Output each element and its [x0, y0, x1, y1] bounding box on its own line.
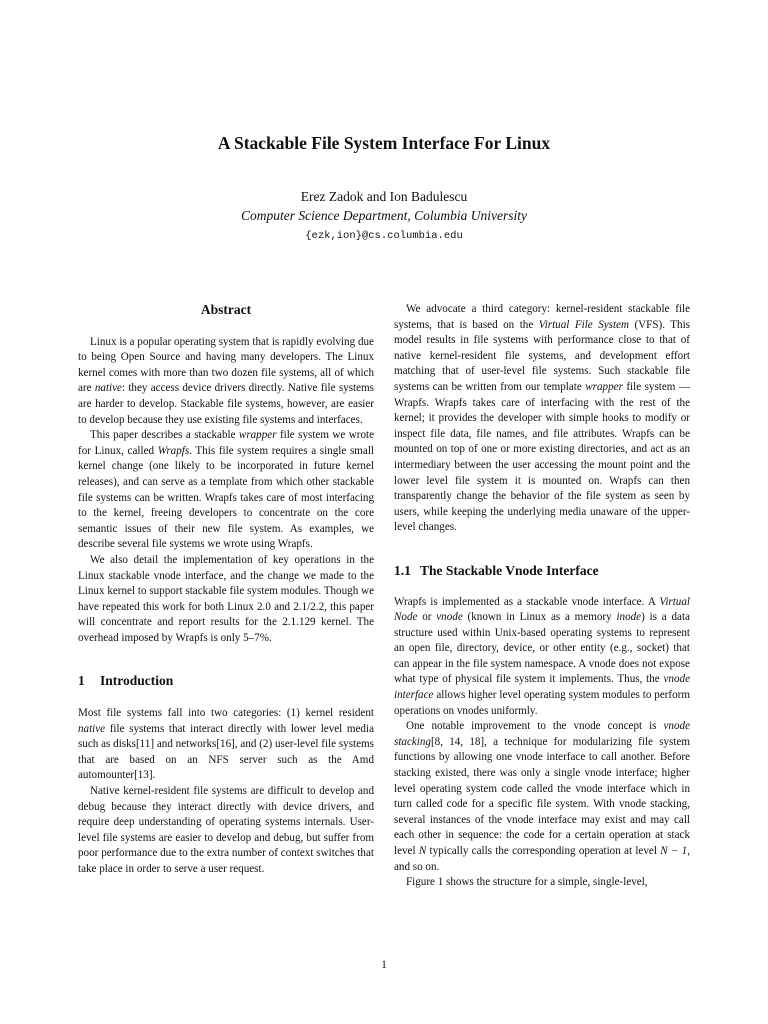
intro-paragraph-2: Native kernel-resident file systems are difficult to develop and debug because they interact directly with device drivers, and require deep understanding of operating systems internals. User-level file systems are easier to develop and debug, but suffer from poor performance due to the extra number of context switches that take place in order to serve a user request.	[78, 785, 374, 875]
vnode-paragraph-3: Figure 1 shows the structure for a simple, single-level,	[406, 876, 648, 889]
intro-heading: 1 Introduction	[78, 673, 174, 689]
paper-authors: Erez Zadok and Ion Badulescu	[300, 189, 468, 204]
page-number: 1	[381, 959, 387, 971]
vnode-paragraph-2: One notable improvement to the vnode concept is vnode stacking[8, 14, 18], a technique for modularizing file system functions by allowing one vnode interface to call another. Before stacking existed, there was only a single vnode interface; higher level operating system code called the vnode interface which in turn called code for a specific file system. With vnode stacking, several instances of the vnode interface may exist and may call each other in sequence: the code for a certain operation at stack level N typically calls the corresponding operation at level N − 1, and so on.	[394, 720, 690, 873]
paper-email: {ezk,ion}@cs.columbia.edu	[305, 230, 463, 242]
vnode-paragraph-1: Wrapfs is implemented as a stackable vnode interface. A Virtual Node or vnode (known in Linux as a memory inode) is a data structure used within Unix-based operating systems to represent an open file, directory, device, or other entity (e.g., socket) that can appear in the file system namespace. A vnode does not expose what type of physical file system it implements. Thus, the vnode interface allows higher level operating system modules to perform operations on vnodes uniformly.	[394, 595, 690, 717]
subsection-heading-1-1: 1.1 The Stackable Vnode Interface	[394, 562, 599, 578]
abstract-paragraph-1: Linux is a popular operating system that is rapidly evolving due to being Open Source and having many developers. The Linux kernel comes with more than two dozen file systems, all of which are native: they access device drivers directly. Native file systems are harder to develop. Stackable file systems, however, are easier to develop because they use existing file systems and interfaces.	[78, 335, 374, 426]
intro-paragraph-3: We advocate a third category: kernel-resident stackable file systems, that is based on the Virtual File System (VFS). This model results in file systems with performance close to that of native kernel-resident file systems, and development effort matching that of user-level file systems. Such stackable file systems can be written from our template wrapper file system — Wrapfs. Wrapfs takes care of interfacing with the rest of the kernel; it provides the developer with simple hooks to modify or inspect file data, file names, and file attributes. Wrapfs can be mounted on top of one or more existing directories, and act as an intermediary between the user accessing the mount point and the lower level file system it is mounted on. Wrapfs can then transparently change the behavior of the file system as seen by users, while keeping the underlying media unaware of the upper-level changes.	[394, 303, 690, 534]
left-column	[78, 302, 374, 878]
abstract-heading: Abstract	[200, 302, 252, 317]
intro-paragraph-1: Most file systems fall into two categories: (1) kernel resident native file systems that interact directly with lower level media such as disks[11] and networks[16], and (2) user-level file systems that are based on an NFS server such as the Amd automounter[13].	[78, 707, 374, 782]
paper-affiliation: Computer Science Department, Columbia University	[240, 208, 528, 223]
abstract-paragraph-2: This paper describes a stackable wrapper file system we wrote for Linux, called Wrapfs. This file system requires a single small kernel change (one likely to be incorporated in future kernel releases), and can serve as a template from which other stackable file systems can be written. Wrapfs takes care of most interfacing to the kernel, freeing developers to concentrate on the core semantic issues of their new file system. As examples, we describe several file systems we wrote using Wrapfs.	[78, 429, 375, 551]
abstract-paragraph-3: We also detail the implementation of key operations in the Linux stackable vnode interface, and the change we made to the Linux kernel to support stackable file system modules. Though we have repeated this work for both Linux 2.0 and 2.1/2.2, this paper will concentrate and report results for the 2.1.129 kernel. The overhead imposed by Wrapfs is only 5–7%.	[78, 553, 374, 644]
paper-title: A Stackable File System Interface For Linux	[217, 133, 551, 153]
right-column	[394, 302, 690, 891]
